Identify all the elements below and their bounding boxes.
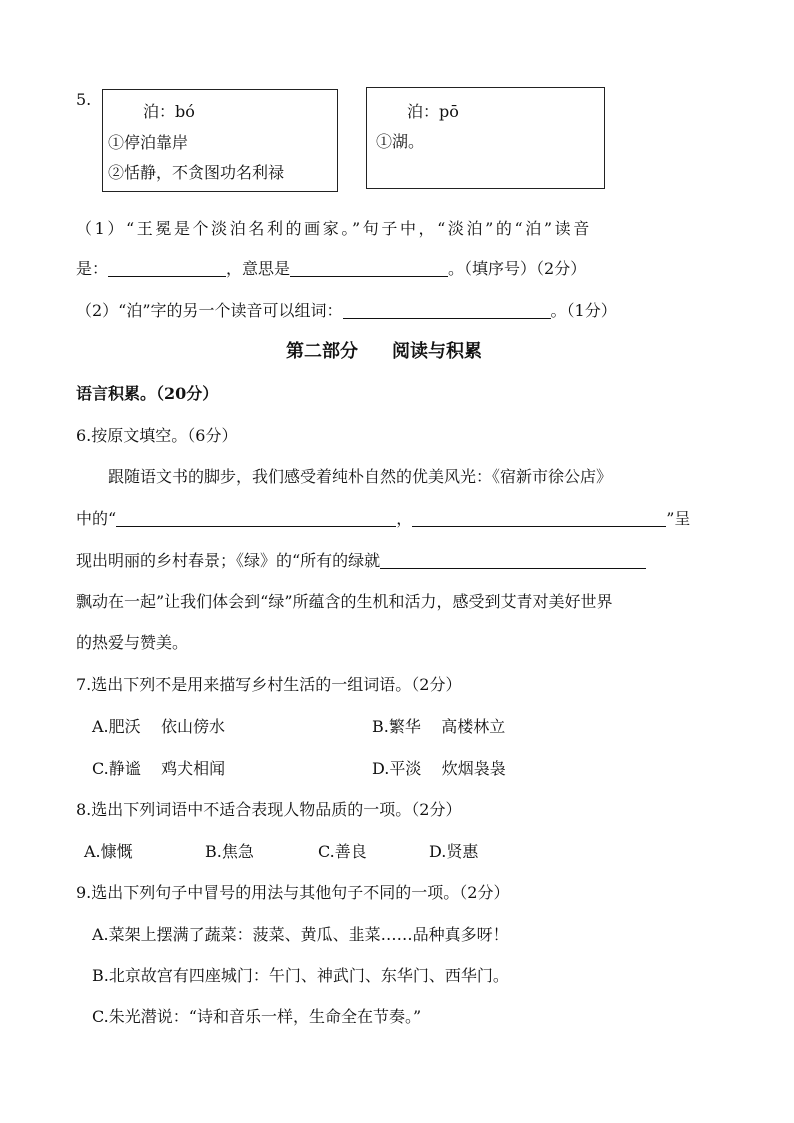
q9-option-a[interactable]: A.菜架上摆满了蔬菜：菠菜、黄瓜、韭菜……品种真多呀！ bbox=[92, 925, 509, 944]
answer-blank-word[interactable] bbox=[343, 302, 551, 319]
q7-prompt: 7.选出下列不是用来描写乡村生活的一组词语。（2分） bbox=[76, 675, 462, 694]
q6-line4: 飘动在一起”让我们体会到“绿”所蕴含的生机和活力，感受到艾青对美好世界 bbox=[76, 592, 613, 611]
q8-option-a[interactable]: A.慷慨 bbox=[84, 842, 133, 861]
q6-line1: 跟随语文书的脚步，我们感受着纯朴自然的优美风光：《宿新市徐公店》 bbox=[108, 467, 613, 486]
q5-sub1-label-b: ，意思是 bbox=[226, 259, 291, 278]
part-2-subtitle: 阅读与积累 bbox=[392, 341, 482, 362]
answer-blank-meaning[interactable] bbox=[290, 260, 448, 277]
answer-blank-pronunciation[interactable] bbox=[108, 260, 226, 277]
q8-option-b[interactable]: B.焦急 bbox=[205, 842, 254, 861]
section-title: 语言积累。（20分） bbox=[76, 384, 219, 403]
q6-line2-c: ”呈 bbox=[666, 509, 691, 528]
q7-option-b[interactable]: B.繁华 高楼林立 bbox=[372, 717, 506, 736]
q8-prompt: 8.选出下列词语中不适合表现人物品质的一项。（2分） bbox=[76, 800, 462, 819]
q9-prompt: 9.选出下列句子中冒号的用法与其他句子不同的一项。（2分） bbox=[76, 883, 510, 902]
answer-blank-poem-2[interactable] bbox=[412, 510, 666, 527]
box-po-title: 泊：pō bbox=[407, 102, 459, 121]
question-5-number: 5. bbox=[76, 90, 92, 109]
part-2-title bbox=[286, 337, 482, 363]
q8-option-c[interactable]: C.善良 bbox=[318, 842, 367, 861]
answer-blank-poem-1[interactable] bbox=[116, 510, 396, 527]
q8-option-d[interactable]: D.贤惠 bbox=[429, 842, 479, 861]
q6-line5: 的热爱与赞美。 bbox=[76, 633, 189, 652]
q5-sub1-label-c: 。（填序号）（2分） bbox=[448, 259, 587, 278]
q5-sub1-label-a: 是： bbox=[76, 259, 109, 278]
pronunciation-box-po bbox=[366, 87, 605, 189]
q9-option-c[interactable]: C.朱光潜说：“诗和音乐一样，生命全在节奏。” bbox=[92, 1007, 422, 1026]
q5-sub1-line1: （1）“王冕是个淡泊名利的画家。”句子中，“淡泊”的“泊”读音 bbox=[76, 219, 592, 238]
q5-sub2-label-b: 。（1分） bbox=[550, 301, 617, 320]
q5-sub2 bbox=[76, 298, 617, 321]
q6-line3 bbox=[76, 548, 646, 571]
q6-line2-a: 中的“ bbox=[76, 509, 117, 528]
box-bo-meaning-1: ①停泊靠岸 bbox=[108, 133, 189, 152]
q5-sub2-label-a: （2）“泊”字的另一个读音可以组词： bbox=[76, 301, 343, 320]
q7-option-d[interactable]: D.平淡 炊烟袅袅 bbox=[372, 759, 506, 778]
answer-blank-green[interactable] bbox=[380, 552, 646, 569]
box-po-meaning-1: ①湖。 bbox=[376, 132, 425, 151]
q5-sub1-line2 bbox=[76, 256, 586, 279]
q6-line3-a: 现出明丽的乡村春景；《绿》的“所有的绿就 bbox=[76, 551, 381, 570]
part-2-label: 第二部分 bbox=[286, 341, 358, 362]
q7-option-c[interactable]: C.静谧 鸡犬相闻 bbox=[92, 759, 226, 778]
q7-option-a[interactable]: A.肥沃 依山傍水 bbox=[92, 717, 225, 736]
pronunciation-box-bo bbox=[102, 89, 338, 192]
box-bo-meaning-2: ②恬静，不贪图功名利禄 bbox=[108, 163, 285, 182]
box-bo-title: 泊：bó bbox=[143, 102, 195, 121]
q6-line2 bbox=[76, 506, 690, 529]
q9-option-b[interactable]: B.北京故宫有四座城门：午门、神武门、东华门、西华门。 bbox=[92, 966, 509, 985]
q6-prompt: 6.按原文填空。（6分） bbox=[76, 426, 238, 445]
q6-line2-b: ， bbox=[396, 509, 413, 528]
